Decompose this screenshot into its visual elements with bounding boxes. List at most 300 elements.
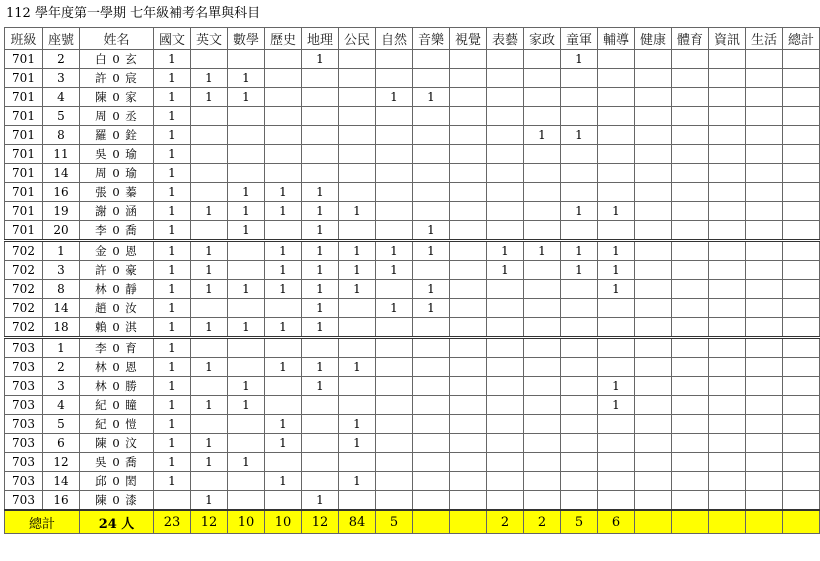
subject-cell xyxy=(413,491,450,511)
subject-cell: 1 xyxy=(191,434,228,453)
subject-cell xyxy=(376,453,413,472)
seat-cell: 12 xyxy=(43,453,80,472)
column-header: 數學 xyxy=(228,28,265,50)
subject-cell xyxy=(450,299,487,318)
subject-cell xyxy=(783,88,820,107)
subject-cell xyxy=(746,88,783,107)
subject-cell xyxy=(302,88,339,107)
subject-total-cell xyxy=(709,510,746,534)
subject-cell xyxy=(598,50,635,69)
subject-cell: 1 xyxy=(154,415,191,434)
subject-cell: 1 xyxy=(265,472,302,491)
seat-cell: 14 xyxy=(43,472,80,491)
subject-cell xyxy=(598,491,635,511)
subject-cell: 1 xyxy=(302,491,339,511)
subject-cell xyxy=(228,241,265,261)
subject-cell xyxy=(302,434,339,453)
subject-cell xyxy=(265,453,302,472)
subject-cell xyxy=(709,50,746,69)
name-cell: 趙 0 汝 xyxy=(80,299,154,318)
subject-cell xyxy=(746,358,783,377)
subject-cell xyxy=(561,69,598,88)
subject-cell xyxy=(413,453,450,472)
subject-cell xyxy=(450,472,487,491)
seat-cell: 2 xyxy=(43,358,80,377)
subject-cell: 1 xyxy=(154,50,191,69)
subject-cell xyxy=(709,453,746,472)
subject-cell xyxy=(561,164,598,183)
subject-cell xyxy=(635,434,672,453)
subject-cell xyxy=(598,358,635,377)
subject-cell: 1 xyxy=(228,453,265,472)
subject-total-cell: 10 xyxy=(228,510,265,534)
subject-cell xyxy=(339,453,376,472)
subject-cell: 1 xyxy=(191,88,228,107)
subject-cell xyxy=(709,434,746,453)
name-cell: 賴 0 淇 xyxy=(80,318,154,338)
name-cell: 周 0 瑜 xyxy=(80,164,154,183)
seat-cell: 1 xyxy=(43,338,80,358)
subject-cell: 1 xyxy=(154,241,191,261)
subject-cell xyxy=(450,183,487,202)
subject-cell: 1 xyxy=(302,318,339,338)
subject-cell xyxy=(265,145,302,164)
subject-cell xyxy=(265,164,302,183)
subject-cell xyxy=(524,202,561,221)
subject-cell xyxy=(302,338,339,358)
subject-cell xyxy=(672,126,709,145)
subject-cell xyxy=(450,164,487,183)
subject-cell xyxy=(635,50,672,69)
subject-cell: 1 xyxy=(191,396,228,415)
subject-cell: 1 xyxy=(413,221,450,241)
subject-cell xyxy=(746,338,783,358)
subject-cell xyxy=(191,107,228,126)
subject-cell xyxy=(339,299,376,318)
column-header: 班級 xyxy=(5,28,43,50)
subject-cell: 1 xyxy=(154,453,191,472)
subject-cell: 1 xyxy=(228,280,265,299)
subject-cell xyxy=(746,241,783,261)
seat-cell: 16 xyxy=(43,183,80,202)
subject-cell xyxy=(413,126,450,145)
subject-cell xyxy=(450,358,487,377)
totals-label: 總計 xyxy=(5,510,80,534)
subject-cell xyxy=(709,202,746,221)
subject-cell xyxy=(746,434,783,453)
subject-cell xyxy=(672,164,709,183)
subject-cell xyxy=(450,280,487,299)
subject-cell: 1 xyxy=(487,241,524,261)
subject-cell xyxy=(635,338,672,358)
subject-cell xyxy=(487,221,524,241)
subject-cell xyxy=(783,299,820,318)
subject-cell xyxy=(413,472,450,491)
subject-cell: 1 xyxy=(191,69,228,88)
subject-cell xyxy=(672,472,709,491)
subject-cell xyxy=(635,415,672,434)
subject-cell: 1 xyxy=(228,318,265,338)
subject-cell xyxy=(339,221,376,241)
seat-cell: 14 xyxy=(43,164,80,183)
subject-cell xyxy=(635,453,672,472)
subject-cell xyxy=(450,241,487,261)
subject-cell xyxy=(487,377,524,396)
subject-cell: 1 xyxy=(302,221,339,241)
subject-cell xyxy=(339,164,376,183)
subject-cell xyxy=(524,69,561,88)
subject-cell xyxy=(487,183,524,202)
subject-cell xyxy=(709,145,746,164)
subject-cell xyxy=(672,434,709,453)
subject-cell xyxy=(746,318,783,338)
subject-cell xyxy=(228,491,265,511)
subject-cell xyxy=(487,491,524,511)
column-header: 表藝 xyxy=(487,28,524,50)
name-cell: 許 0 豪 xyxy=(80,261,154,280)
seat-cell: 4 xyxy=(43,88,80,107)
subject-cell xyxy=(376,145,413,164)
subject-cell xyxy=(265,396,302,415)
subject-cell: 1 xyxy=(154,164,191,183)
subject-cell: 1 xyxy=(598,377,635,396)
column-header: 音樂 xyxy=(413,28,450,50)
subject-cell xyxy=(709,491,746,511)
subject-cell xyxy=(635,280,672,299)
class-cell: 701 xyxy=(5,126,43,145)
subject-cell xyxy=(635,221,672,241)
subject-cell xyxy=(709,126,746,145)
seat-cell: 3 xyxy=(43,377,80,396)
subject-cell xyxy=(413,338,450,358)
subject-cell xyxy=(709,358,746,377)
subject-cell xyxy=(339,107,376,126)
subject-cell xyxy=(598,434,635,453)
column-header: 地理 xyxy=(302,28,339,50)
subject-cell xyxy=(598,299,635,318)
subject-cell: 1 xyxy=(228,377,265,396)
subject-cell xyxy=(376,221,413,241)
name-cell: 羅 0 銓 xyxy=(80,126,154,145)
subject-cell xyxy=(191,183,228,202)
table-row xyxy=(5,415,820,434)
subject-cell xyxy=(413,415,450,434)
subject-cell xyxy=(413,50,450,69)
subject-cell xyxy=(783,69,820,88)
class-cell: 701 xyxy=(5,69,43,88)
subject-cell xyxy=(598,453,635,472)
subject-cell xyxy=(598,145,635,164)
subject-cell xyxy=(783,107,820,126)
subject-cell xyxy=(672,491,709,511)
seat-cell: 5 xyxy=(43,415,80,434)
subject-cell xyxy=(450,202,487,221)
subject-cell xyxy=(709,241,746,261)
subject-cell xyxy=(487,126,524,145)
subject-cell: 1 xyxy=(191,241,228,261)
seat-cell: 2 xyxy=(43,50,80,69)
subject-cell xyxy=(302,472,339,491)
subject-cell: 1 xyxy=(376,88,413,107)
subject-cell xyxy=(672,299,709,318)
subject-cell xyxy=(376,396,413,415)
subject-cell xyxy=(265,377,302,396)
subject-cell xyxy=(228,126,265,145)
subject-cell: 1 xyxy=(154,69,191,88)
subject-cell xyxy=(672,50,709,69)
subject-cell xyxy=(783,396,820,415)
subject-cell xyxy=(746,280,783,299)
subject-cell xyxy=(450,88,487,107)
subject-cell xyxy=(561,183,598,202)
subject-cell xyxy=(524,434,561,453)
subject-cell xyxy=(783,164,820,183)
subject-cell xyxy=(487,145,524,164)
subject-cell: 1 xyxy=(228,69,265,88)
subject-cell xyxy=(746,69,783,88)
class-cell: 701 xyxy=(5,183,43,202)
subject-cell xyxy=(672,145,709,164)
name-cell: 陳 0 漆 xyxy=(80,491,154,511)
subject-cell xyxy=(746,126,783,145)
seat-cell: 1 xyxy=(43,241,80,261)
subject-cell xyxy=(524,261,561,280)
subject-cell xyxy=(598,126,635,145)
class-cell: 703 xyxy=(5,415,43,434)
subject-cell xyxy=(635,107,672,126)
subject-cell xyxy=(487,472,524,491)
subject-cell xyxy=(413,107,450,126)
table-row xyxy=(5,338,820,358)
table-row xyxy=(5,88,820,107)
seat-cell: 14 xyxy=(43,299,80,318)
subject-cell xyxy=(635,472,672,491)
subject-cell xyxy=(709,164,746,183)
subject-cell xyxy=(746,453,783,472)
subject-cell: 1 xyxy=(302,377,339,396)
seat-cell: 16 xyxy=(43,491,80,511)
seat-cell: 19 xyxy=(43,202,80,221)
subject-cell xyxy=(561,299,598,318)
subject-cell xyxy=(339,50,376,69)
column-header: 生活 xyxy=(746,28,783,50)
subject-cell: 1 xyxy=(376,241,413,261)
subject-cell xyxy=(302,164,339,183)
subject-cell xyxy=(413,318,450,338)
subject-cell: 1 xyxy=(191,261,228,280)
column-header: 姓名 xyxy=(80,28,154,50)
subject-cell: 1 xyxy=(413,280,450,299)
subject-cell xyxy=(598,415,635,434)
class-cell: 702 xyxy=(5,280,43,299)
subject-cell xyxy=(783,491,820,511)
subject-cell xyxy=(783,261,820,280)
subject-cell: 1 xyxy=(598,396,635,415)
subject-cell: 1 xyxy=(154,221,191,241)
subject-cell xyxy=(302,126,339,145)
subject-cell xyxy=(487,107,524,126)
subject-cell xyxy=(783,415,820,434)
subject-cell xyxy=(561,396,598,415)
roster-table xyxy=(4,27,820,534)
subject-cell xyxy=(450,377,487,396)
subject-cell xyxy=(672,107,709,126)
subject-cell xyxy=(524,280,561,299)
subject-cell xyxy=(598,472,635,491)
subject-cell xyxy=(450,491,487,511)
column-header: 自然 xyxy=(376,28,413,50)
seat-cell: 3 xyxy=(43,261,80,280)
subject-cell xyxy=(228,299,265,318)
subject-cell xyxy=(672,280,709,299)
subject-cell: 1 xyxy=(154,396,191,415)
totals-row xyxy=(5,510,820,534)
subject-total-cell: 6 xyxy=(598,510,635,534)
subject-cell: 1 xyxy=(561,126,598,145)
subject-cell xyxy=(191,472,228,491)
subject-cell xyxy=(709,472,746,491)
subject-cell xyxy=(154,491,191,511)
subject-cell: 1 xyxy=(598,241,635,261)
subject-cell xyxy=(487,434,524,453)
class-cell: 702 xyxy=(5,261,43,280)
table-row xyxy=(5,221,820,241)
subject-cell xyxy=(746,261,783,280)
subject-cell xyxy=(672,338,709,358)
name-cell: 吳 0 喬 xyxy=(80,453,154,472)
name-cell: 吳 0 瑜 xyxy=(80,145,154,164)
subject-cell xyxy=(376,50,413,69)
subject-cell xyxy=(487,202,524,221)
name-cell: 紀 0 瞳 xyxy=(80,396,154,415)
subject-cell xyxy=(672,396,709,415)
table-row xyxy=(5,434,820,453)
column-header: 總計 xyxy=(783,28,820,50)
subject-cell: 1 xyxy=(191,318,228,338)
name-cell: 林 0 勝 xyxy=(80,377,154,396)
class-cell: 703 xyxy=(5,434,43,453)
subject-cell: 1 xyxy=(413,88,450,107)
subject-cell xyxy=(783,50,820,69)
seat-cell: 11 xyxy=(43,145,80,164)
subject-cell xyxy=(598,338,635,358)
subject-cell xyxy=(672,261,709,280)
subject-cell xyxy=(561,415,598,434)
subject-cell xyxy=(191,50,228,69)
subject-cell xyxy=(635,299,672,318)
subject-total-cell xyxy=(746,510,783,534)
subject-cell xyxy=(746,107,783,126)
subject-cell xyxy=(709,221,746,241)
subject-cell xyxy=(561,472,598,491)
class-cell: 701 xyxy=(5,50,43,69)
subject-cell xyxy=(746,164,783,183)
subject-cell xyxy=(672,415,709,434)
subject-cell xyxy=(672,69,709,88)
subject-cell xyxy=(709,69,746,88)
subject-total-cell xyxy=(672,510,709,534)
subject-cell xyxy=(413,202,450,221)
subject-cell xyxy=(746,396,783,415)
subject-cell xyxy=(191,164,228,183)
subject-cell xyxy=(450,261,487,280)
class-cell: 703 xyxy=(5,377,43,396)
subject-cell xyxy=(413,396,450,415)
subject-cell xyxy=(265,338,302,358)
subject-cell xyxy=(265,126,302,145)
subject-cell xyxy=(635,126,672,145)
subject-cell xyxy=(709,377,746,396)
seat-cell: 20 xyxy=(43,221,80,241)
subject-cell xyxy=(228,145,265,164)
subject-cell xyxy=(376,107,413,126)
subject-cell xyxy=(561,358,598,377)
subject-cell: 1 xyxy=(487,261,524,280)
name-cell: 邱 0 閎 xyxy=(80,472,154,491)
subject-cell: 1 xyxy=(376,261,413,280)
subject-cell xyxy=(413,358,450,377)
subject-cell xyxy=(487,280,524,299)
subject-cell xyxy=(487,358,524,377)
table-row xyxy=(5,358,820,377)
subject-cell xyxy=(561,453,598,472)
subject-cell xyxy=(339,88,376,107)
table-row xyxy=(5,472,820,491)
subject-cell xyxy=(265,50,302,69)
table-row xyxy=(5,491,820,511)
subject-cell xyxy=(524,396,561,415)
subject-cell xyxy=(672,453,709,472)
subject-cell: 1 xyxy=(561,202,598,221)
subject-total-cell: 23 xyxy=(154,510,191,534)
name-cell: 金 0 恩 xyxy=(80,241,154,261)
subject-cell xyxy=(709,183,746,202)
table-row xyxy=(5,50,820,69)
name-cell: 李 0 育 xyxy=(80,338,154,358)
subject-cell xyxy=(376,434,413,453)
subject-cell xyxy=(561,145,598,164)
subject-total-cell: 12 xyxy=(191,510,228,534)
column-header: 英文 xyxy=(191,28,228,50)
class-cell: 703 xyxy=(5,472,43,491)
subject-total-cell xyxy=(413,510,450,534)
seat-cell: 8 xyxy=(43,126,80,145)
subject-cell xyxy=(487,299,524,318)
subject-cell xyxy=(191,145,228,164)
subject-cell xyxy=(524,415,561,434)
class-cell: 701 xyxy=(5,107,43,126)
subject-cell xyxy=(524,183,561,202)
subject-cell xyxy=(265,221,302,241)
subject-cell xyxy=(487,318,524,338)
subject-cell xyxy=(302,453,339,472)
subject-cell: 1 xyxy=(191,280,228,299)
subject-cell xyxy=(524,318,561,338)
subject-cell xyxy=(783,145,820,164)
subject-cell: 1 xyxy=(265,183,302,202)
subject-cell xyxy=(709,338,746,358)
subject-cell: 1 xyxy=(228,396,265,415)
name-cell: 謝 0 涵 xyxy=(80,202,154,221)
seat-cell: 6 xyxy=(43,434,80,453)
subject-cell xyxy=(413,434,450,453)
subject-cell: 1 xyxy=(154,126,191,145)
subject-cell xyxy=(524,299,561,318)
table-row xyxy=(5,145,820,164)
subject-cell xyxy=(376,491,413,511)
subject-cell: 1 xyxy=(302,50,339,69)
subject-cell xyxy=(228,434,265,453)
